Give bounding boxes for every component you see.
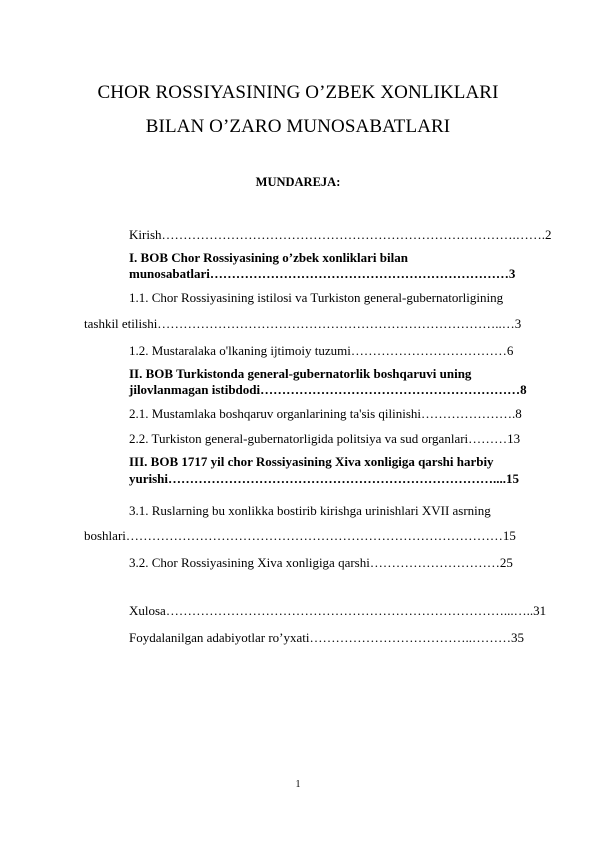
document-title-line-1: CHOR ROSSIYASINING O’ZBEK XONLIKLARI [97, 82, 499, 103]
toc-entry-1-1-cont: tashkil etilishi……………………………………………………………………..…3 [84, 316, 522, 331]
toc-entry-chapter-2-cont: jilovlanmagan istibdodi……………………………………………………8 [129, 382, 527, 397]
toc-entry-1-2: 1.2. Mustaralaka o'lkaning ijtimoiy tuzumi………………………………6 [129, 343, 514, 358]
toc-entry-3-1: 3.1. Ruslarning bu xonlikka bostirib kirishga urinishlari XVII asrning [129, 503, 491, 518]
toc-entry-2-2: 2.2. Turkiston general-gubernatorligida politsiya va sud organlari………13 [129, 431, 521, 446]
toc-entry-chapter-2: II. BOB Turkistonda general-gubernatorlik boshqaruvi uning [129, 366, 472, 381]
toc-entry-chapter-1: I. BOB Chor Rossiyasining o’zbek xonliklari bilan [129, 250, 408, 265]
page-number: 1 [295, 779, 301, 790]
toc-entry-1-1: 1.1. Chor Rossiyasining istilosi va Turkiston general-gubernatorligining [129, 290, 504, 305]
toc-entry-bibliography: Foydalanilgan adabiyotlar ro’yxati………………………………..………35 [129, 630, 525, 645]
toc-entry-2-1: 2.1. Mustamlaka boshqaruv organlarining ta'sis qilinishi………………….8 [129, 406, 522, 421]
toc-entry-chapter-1-cont: munosabatlari……………………………………………………………3 [129, 266, 516, 281]
document-title-line-2: BILAN O’ZARO MUNOSABATLARI [145, 116, 451, 137]
toc-entry-chapter-3-cont: yurishi…………………………………………………………………....15 [129, 471, 520, 486]
toc-entry-3-2: 3.2. Chor Rossiyasining Xiva xonligiga qarshi…………………………25 [129, 555, 513, 570]
toc-entry-chapter-3: III. BOB 1717 yil chor Rossiyasining Xiva xonligiga qarshi harbiy [129, 454, 494, 469]
toc-entry-3-1-cont: boshlari……………………………………………………………………………15 [84, 528, 516, 543]
toc-entry-kirish: Kirish……………………………………………………………………….…….2 [129, 227, 552, 242]
contents-heading: MUNDAREJA: [255, 175, 341, 189]
toc-entry-xulosa: Xulosa……………………………………………………………………...…..31 [129, 603, 547, 618]
